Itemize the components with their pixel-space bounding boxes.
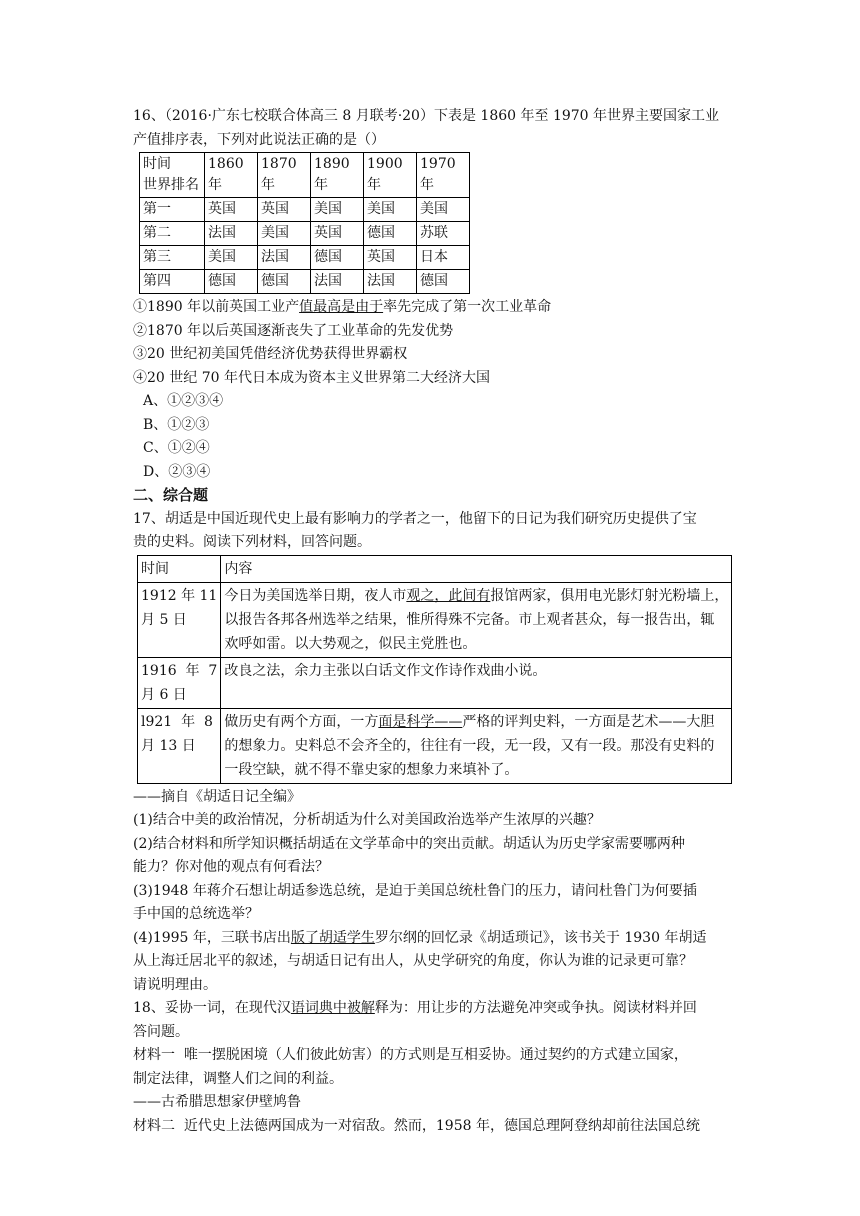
date-text: 月 13 日 [141,737,196,754]
table-row [138,582,732,657]
header-year-cell: 1890 年 [311,153,364,198]
country-cell: 英国 [205,198,258,222]
country-cell: 德国 [205,270,258,294]
underlined-text: 版了胡适学生 [290,929,375,946]
content-line: 一段空缺，就不得不靠史家的想象力来填补了。 [224,761,519,778]
content-cell [221,657,732,708]
q18-material1-line2: 制定法律，调整人们之间的利益。 [133,1070,343,1087]
country-cell: 英国 [311,222,364,246]
country-cell: 美国 [258,222,311,246]
country-cell: 法国 [311,270,364,294]
country-cell: 日本 [417,246,470,270]
content-text: 今日为美国选举日期，夜人市 [224,587,407,604]
table-header-row [140,153,470,198]
question-text: 罗尔纲的回忆录《胡适琐记》，该书关于 1930 年胡适 [374,929,707,946]
underlined-text: 值最高是由于 [299,299,384,315]
q17-subquestion-1: (1)结合中美的政治情况，分析胡适为什么对美国政治选举产生浓厚的兴趣？ [133,812,601,828]
date-text: 1916 年 7 [141,662,218,679]
content-cell [221,708,732,783]
section-heading: 二、综合题 [133,486,209,504]
date-cell [138,708,221,783]
header-year-cell: 1970 年 [417,153,470,198]
header-year-cell: 1870 年 [258,153,311,198]
question-text: (4)1995 年，三联书店出 [133,929,291,946]
content-line [224,584,728,608]
q16-option-d: D、②③④ [143,463,211,480]
header-time-label: 时间 [143,156,171,172]
q17-subquestion-4-line1 [133,927,731,951]
content-text: 严格的评判史料，一方面是艺术——大胆 [462,713,715,730]
q18-stem-line1 [133,997,731,1021]
content-line: 改良之法，余力主张以白话文作文作诗作戏曲小说。 [224,662,547,679]
q17-intro-line2: 贵的史料。阅读下列材料，回答问题。 [133,534,371,550]
content-line: 的想象力。史料总不会齐全的，往往有一段，无一段，又有一段。那没有史料的 [224,737,715,754]
country-cell: 德国 [364,222,417,246]
q16-statement-4: ④20 世纪 70 年代日本成为资本主义世界第二大经济大国 [133,369,490,386]
country-cell: 苏联 [417,222,470,246]
table-row [140,246,470,270]
q18-stem-line2: 答问题。 [133,1023,189,1040]
q17-source: ——摘自《胡适日记全编》 [133,788,301,805]
q16-stem-line2: 产值排序表，下列对此说法正确的是（） [133,131,385,148]
header-corner-cell [140,153,205,198]
content-text: 做历史有两个方面，一方 [224,713,379,730]
q17-diary-table [137,555,732,784]
q17-subquestion-2-line1: (2)结合材料和所学知识概括胡适在文学革命中的突出贡献。胡适认为历史学家需要哪两种 [133,835,685,852]
content-cell [221,582,732,657]
q18-material1-line1: 材料一 唯一摆脱困境（人们彼此妨害）的方式则是互相妥协。通过契约的方式建立国家， [133,1047,688,1063]
rank-cell: 第一 [140,198,205,222]
q16-industrial-ranking-table [139,152,470,294]
q17-subquestion-3-line2: 手中国的总统选举？ [133,906,259,922]
question-text: 18、妥协一词，在现代汉 [133,1000,291,1016]
content-line: 欢呼如雷。以大势观之，似民主党胜也。 [224,635,477,652]
q16-option-a: A、①②③④ [143,393,224,409]
country-cell: 法国 [205,222,258,246]
country-cell: 法国 [258,246,311,270]
question-text: 释为：用让步的方法避免冲突或争执。阅读材料并回 [374,1000,697,1016]
q18-material2-line1: 材料二 近代史上法德两国成为一对宿敌。然而，1958 年，德国总理阿登纳却前往法国总统 [133,1117,700,1134]
underlined-text: 面是科学—— [378,713,463,730]
country-cell: 美国 [364,198,417,222]
rank-cell: 第三 [140,246,205,270]
date-text: 1912 年 11 [141,587,218,604]
q17-subquestion-4-line2: 从上海迁居北平的叙述，与胡适日记有出人，从史学研究的角度，你认为谁的记录更可靠？ [133,953,693,969]
q17-subquestion-2-line2: 能力？你对他的观点有何看法？ [133,859,329,875]
country-cell: 美国 [205,246,258,270]
underlined-text: 语词典中被解 [290,1000,375,1016]
content-text: 报馆两家，俱用电光影灯射光粉墙上， [490,587,729,604]
country-cell: 法国 [364,270,417,294]
q16-option-c: C、①②④ [143,440,210,456]
header-year-cell: 1900 年 [364,153,417,198]
header-content-cell: 内容 [221,555,732,582]
statement-text: 率先完成了第一次工业革命 [383,299,552,315]
date-text: l921 年 8 [141,713,213,730]
table-row [140,270,470,294]
header-year-cell: 1860 年 [205,153,258,198]
q16-stem-line1: 16、（2016·广东七校联合体高三 8 月联考·20）下表是 1860 年至 1970 年世界主要国家工业 [133,108,720,124]
country-cell: 英国 [258,198,311,222]
rank-cell: 第二 [140,222,205,246]
date-cell [138,582,221,657]
date-cell [138,657,221,708]
header-time-cell: 时间 [138,555,221,582]
q16-statement-1 [133,296,731,320]
q17-subquestion-4-line3: 请说明理由。 [133,976,217,993]
table-row [140,222,470,246]
table-header-row [138,555,732,582]
country-cell: 英国 [364,246,417,270]
country-cell: 美国 [311,198,364,222]
country-cell: 德国 [417,270,470,294]
table-row [138,657,732,708]
document-page [133,105,731,1138]
underlined-text: 观之，此间有 [406,587,491,604]
country-cell: 德国 [311,246,364,270]
q16-statement-3: ③20 世纪初美国凭借经济优势获得世界霸权 [133,346,408,362]
q16-option-b: B、①②③ [143,416,210,433]
country-cell: 德国 [258,270,311,294]
date-text: 月 6 日 [141,686,187,703]
content-line: 以报告各邦各州选举之结果，惟所得殊不完备。市上观者甚众，每一报告出，辄 [224,611,715,628]
q18-material1-source: ——古希腊思想家伊壁鸠鲁 [133,1094,301,1110]
table-row [138,708,732,783]
country-cell: 美国 [417,198,470,222]
q16-statement-2: ②1870 年以后英国逐渐丧失了工业革命的先发优势 [133,322,454,339]
statement-text: ①1890 年以前英国工业产 [133,299,300,315]
q17-subquestion-3-line1: (3)1948 年蒋介石想让胡适参选总统，是迫于美国总统杜鲁门的压力，请问杜鲁门为何要插 [133,882,697,899]
header-rank-label: 世界排名 [143,177,199,193]
q17-intro-line1: 17、胡适是中国近现代史上最有影响力的学者之一，他留下的日记为我们研究历史提供了宝 [133,510,697,527]
date-text: 月 5 日 [141,611,187,628]
table-row [140,198,470,222]
rank-cell: 第四 [140,270,205,294]
content-line [224,710,728,734]
